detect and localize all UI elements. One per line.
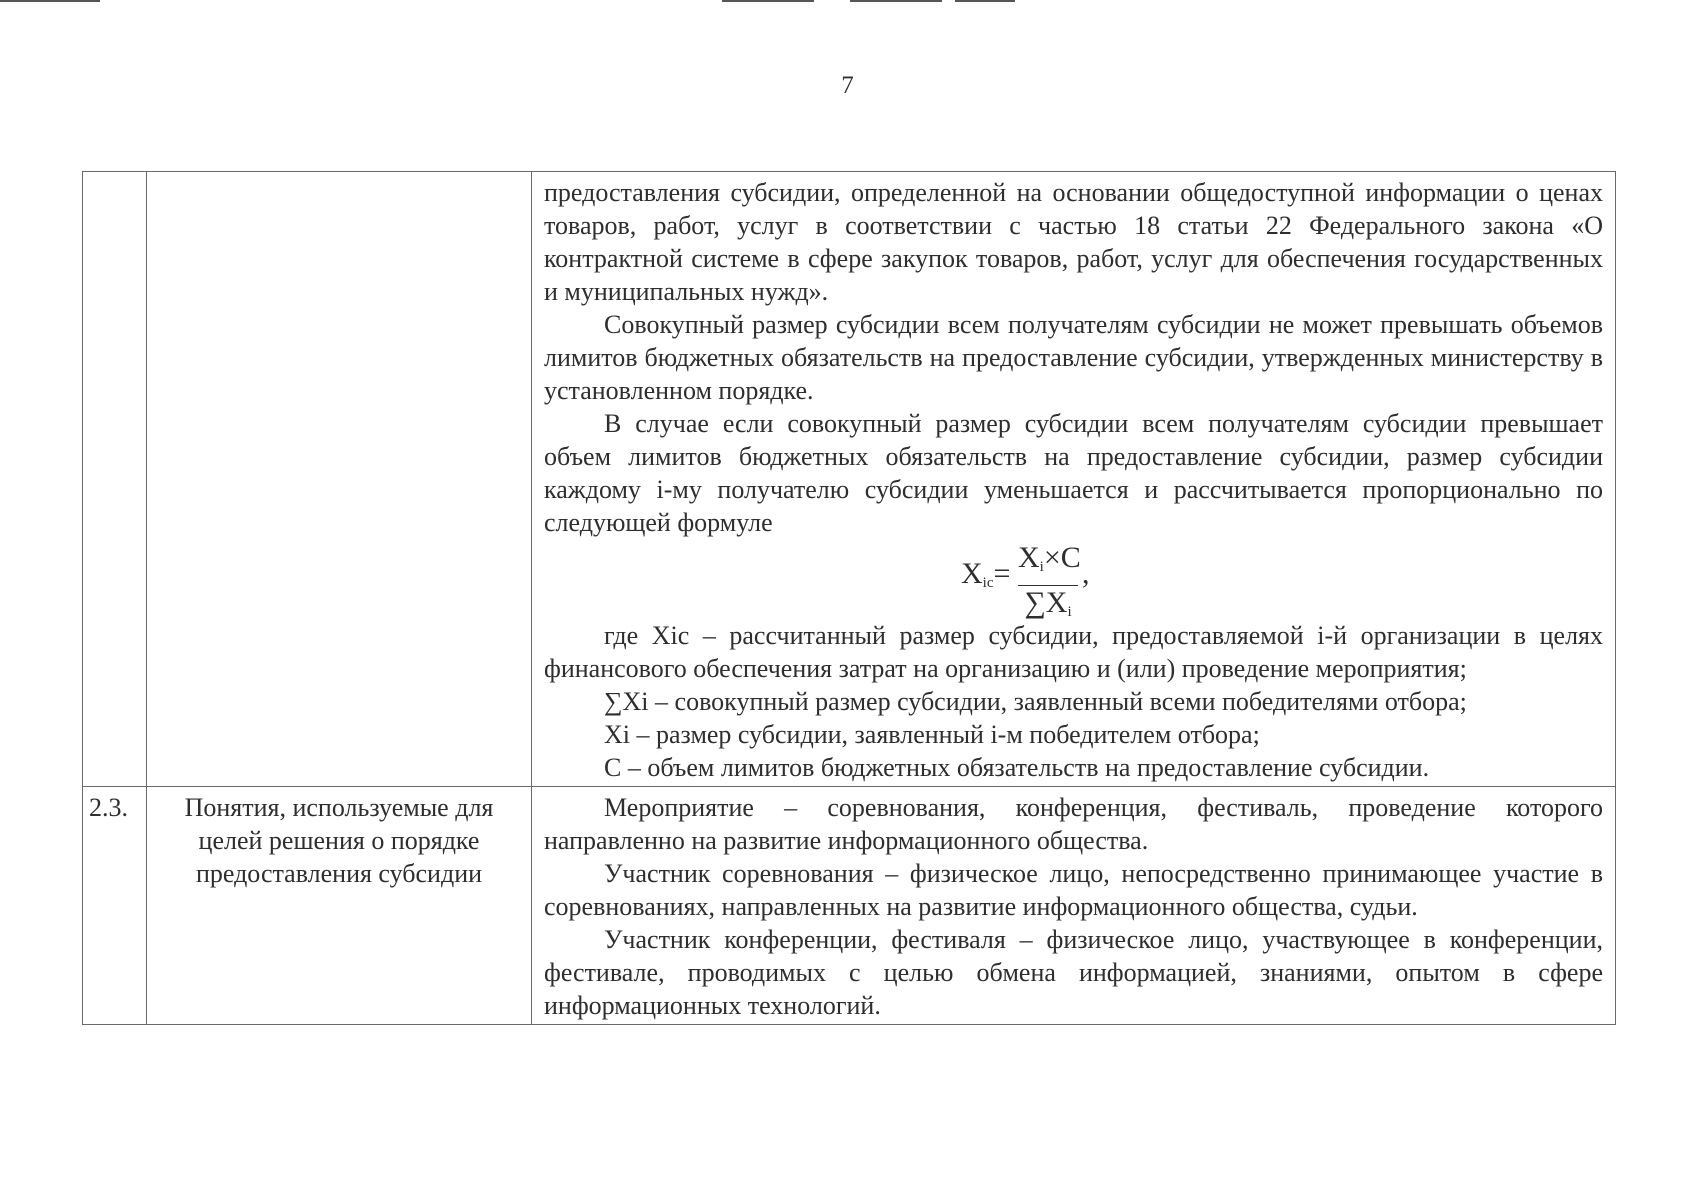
paragraph-total-limit: Совокупный размер субсидии всем получателям субсидии не может превышать объемов лимитов бюджетных обязательств на предоставление субсидии, утвержденных министерству в установленном порядке. — [544, 310, 1603, 405]
definition-sum-xi: ∑Xi – совокупный размер субсидии, заявленный всеми победителями отбора; — [604, 687, 1467, 716]
row-term-cell — [147, 172, 532, 787]
definition-competition-participant: Участник соревнования – физическое лицо, непосредственно принимающее участие в соревнованиях, направленных на развитие информационного общества, судьи. — [544, 859, 1603, 921]
formula-fraction — [1018, 541, 1081, 629]
formula-comma: , — [1082, 557, 1090, 590]
row-number-cell: 2.3. — [83, 787, 147, 1025]
row-term-cell: Понятия, используемые для целей решения о порядке предоставления субсидии — [147, 787, 532, 1025]
paragraph-continuation: предоставления субсидии, определенной на основании общедоступной информации о ценах товаров, работ, услуг в соответствии с частью 18 статьи 22 Федерального закона «О контрактной системе в сфере закупок товаров, работ, услуг для обеспечения государственных и муниципальных нужд». — [544, 178, 1603, 306]
table-row-continuation — [83, 172, 1616, 787]
regulation-table — [82, 171, 1616, 1025]
definition-xic: где Xic – рассчитанный размер субсидии, предоставляемой i-й организации в целях финансового обеспечения затрат на организацию и (или) проведение мероприятия; — [544, 621, 1603, 683]
formula-denominator: $\sum X_i$ — [1024, 586, 1072, 620]
row-content-cell — [532, 172, 1616, 787]
row-content-cell — [532, 787, 1616, 1025]
definition-c: C – объем лимитов бюджетных обязательств на предоставление субсидии. — [604, 753, 1430, 782]
formula-left-side: $X_{ic}=$ — [961, 557, 1011, 591]
paragraph-proportional-rule: В случае если совокупный размер субсидии всем получателям субсидии превышает объем лимитов бюджетных обязательств на предоставление субсидии, размер субсидии каждому i-му получателю субсидии уменьшается и рассчитывается пропорционально по следующей формуле — [544, 409, 1603, 537]
definition-xi: Xi – размер субсидии, заявленный i-м победителем отбора; — [604, 720, 1260, 749]
formula-numerator: $X_i\times C$ — [1018, 541, 1078, 586]
page-number: 7 — [841, 72, 854, 99]
table-row-definitions — [83, 787, 1616, 1025]
definition-conference-participant: Участник конференции, фестиваля – физическое лицо, участвующее в конференции, фестивале, проводимых с целью обмена информацией, знаниями, опытом в сфере информационных технологий. — [544, 925, 1603, 1020]
definition-event: Мероприятие – соревнования, конференция, фестиваль, проведение которого направленно на развитие информационного общества. — [544, 793, 1603, 855]
row-number-cell — [83, 172, 147, 787]
subsidy-formula — [544, 541, 1603, 619]
scan-edge-marks — [0, 0, 1695, 4]
